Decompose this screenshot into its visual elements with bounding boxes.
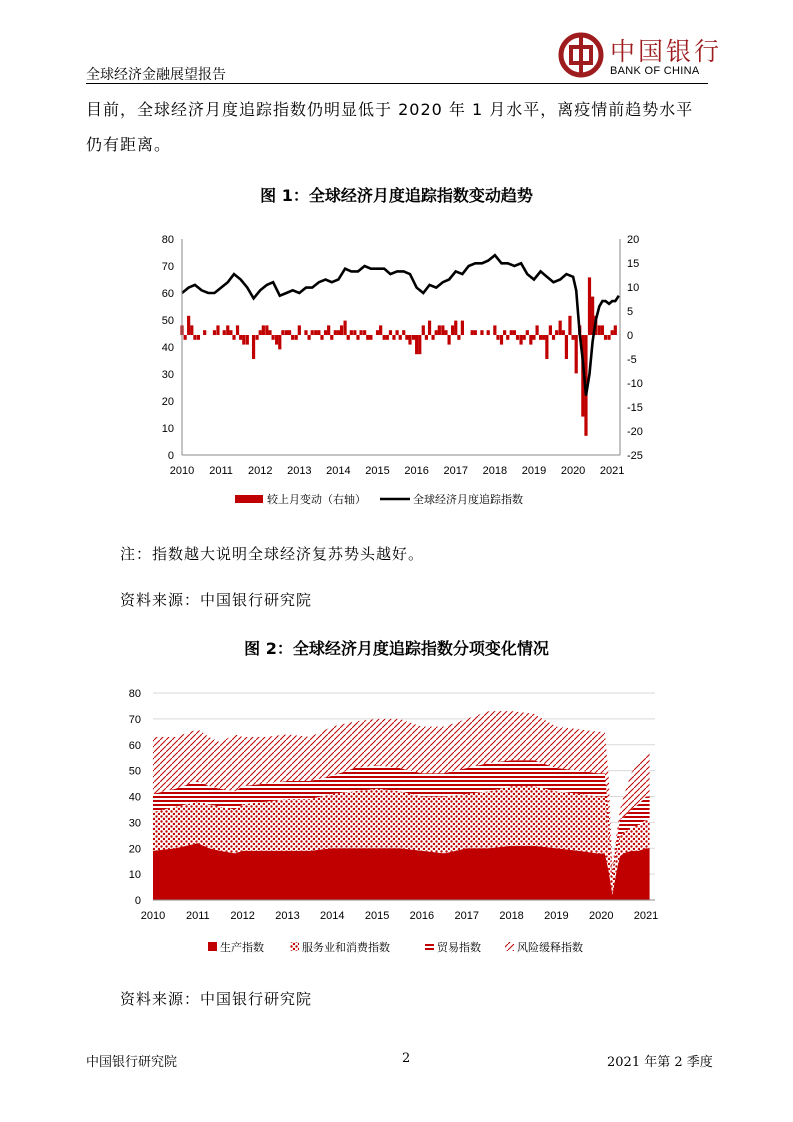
chart1-bar <box>526 330 529 335</box>
chart2-x-tick-label: 2015 <box>364 910 390 922</box>
chart2-x-tick-label: 2019 <box>544 910 569 922</box>
figure2-title: 图 2：全球经济月度追踪指数分项变化情况 <box>244 639 549 658</box>
legend-swatch-bar <box>235 495 263 503</box>
chart1-bar <box>366 335 369 340</box>
chart1-bar <box>412 335 415 340</box>
chart1-bar <box>275 335 278 345</box>
chart1-bar <box>317 330 320 335</box>
body-line-2: 仍有距离。 <box>86 135 172 154</box>
chart1-bar <box>356 335 359 340</box>
footer-right: 2021 年第 2 季度 <box>607 1055 713 1070</box>
chart1-bar <box>415 335 418 354</box>
legend-label-production: 生产指数 <box>220 942 264 954</box>
chart2-x-tick-label: 2017 <box>454 910 479 922</box>
chart1-bar <box>448 335 451 345</box>
chart1-x-tick-label: 2016 <box>404 465 429 477</box>
chart2-x-tick-label: 2014 <box>320 910 345 922</box>
chart1-bar <box>376 330 379 335</box>
chart1-bar <box>402 330 405 335</box>
chart1-bar <box>614 325 617 335</box>
chart1-bar <box>422 325 425 335</box>
chart2-x-tick-label: 2018 <box>499 910 524 922</box>
chart1-right-tick-label: -5 <box>627 354 637 366</box>
header-divider <box>86 83 708 84</box>
chart1-bar <box>601 325 604 335</box>
chart1-bar <box>431 335 434 340</box>
chart2-x-tick-label: 2016 <box>409 910 435 922</box>
chart1-bar <box>399 335 402 340</box>
figure2-source: 资料来源：中国银行研究院 <box>120 990 313 1008</box>
chart1-bar <box>545 335 548 359</box>
chart1-bar <box>392 335 395 340</box>
chart1-bar <box>379 325 382 335</box>
chart1-bar <box>529 335 532 345</box>
chart1-bar <box>552 335 555 340</box>
chart1-bar <box>418 335 421 354</box>
chart1-bar <box>571 335 574 340</box>
chart1-bar <box>350 330 353 335</box>
chart1-right-tick-label: 5 <box>627 306 634 318</box>
chart1-left-tick-label: 50 <box>161 315 174 327</box>
chart1-x-tick-label: 2014 <box>326 465 351 477</box>
chart2-y-tick-label: 10 <box>128 869 141 882</box>
chart1-bar <box>555 330 558 335</box>
chart1-bar <box>425 335 428 340</box>
figure1-source: 资料来源：中国银行研究院 <box>120 591 313 609</box>
chart1-bar <box>369 335 372 340</box>
chart1-bar <box>242 335 245 345</box>
chart1-bar <box>480 330 483 335</box>
legend-swatch-trade <box>425 942 434 951</box>
chart1-bar <box>607 335 610 340</box>
chart1-right-tick-label: 10 <box>627 282 640 294</box>
chart1-bar <box>197 335 200 340</box>
figure2-chart <box>100 680 680 965</box>
chart1-bar <box>223 330 226 335</box>
chart2-y-tick-label: 80 <box>128 688 141 700</box>
chart2-x-tick-label: 2012 <box>230 910 255 922</box>
figure1-chart <box>125 225 645 515</box>
chart1-bar <box>506 335 509 340</box>
chart1-x-tick-label: 2010 <box>169 465 195 477</box>
logo-cn-text: 中国银行 <box>610 37 723 66</box>
chart1-bar <box>281 330 284 335</box>
chart1-bar <box>187 316 190 335</box>
chart1-left-tick-label: 80 <box>161 234 174 246</box>
chart1-x-tick-label: 2012 <box>247 465 273 477</box>
chart1-bar <box>236 325 239 335</box>
chart1-left-tick-label: 20 <box>161 396 174 408</box>
chart1-bar <box>383 335 386 340</box>
chart1-bar <box>562 330 565 335</box>
chart1-bar <box>405 335 408 340</box>
chart1-bar <box>535 325 538 335</box>
chart1-bar <box>213 330 216 335</box>
chart1-x-tick-label: 2021 <box>599 465 625 477</box>
chart1-bar <box>259 330 262 335</box>
chart1-left-tick-label: 30 <box>161 369 174 381</box>
chart1-bar <box>285 330 288 335</box>
chart2-x-tick-label: 2013 <box>275 910 300 922</box>
chart1-x-tick-label: 2020 <box>560 465 586 477</box>
chart1-bar <box>408 335 411 345</box>
chart1-bar <box>438 325 441 335</box>
chart1-x-tick-label: 2019 <box>521 465 547 477</box>
chart1-bar <box>395 330 398 335</box>
chart1-bar <box>307 335 310 340</box>
chart1-bar <box>454 321 457 335</box>
chart1-bar <box>252 335 255 359</box>
chart1-bar <box>461 321 464 335</box>
chart1-left-tick-label: 70 <box>161 261 174 273</box>
chart1-bar <box>474 330 477 335</box>
chart1-bar <box>311 330 314 335</box>
chart1-bar <box>549 325 552 335</box>
legend-label-bar: 较上月变动（右轴） <box>267 494 366 506</box>
chart1-x-tick-label: 2015 <box>365 465 390 477</box>
chart1-x-tick-label: 2013 <box>287 465 312 477</box>
chart1-bar <box>343 321 346 335</box>
chart1-bar <box>363 330 366 335</box>
chart1-bar <box>523 335 526 340</box>
legend-label-trade: 贸易指数 <box>437 942 481 954</box>
chart1-bar <box>304 330 307 335</box>
chart1-bar <box>510 330 513 335</box>
figure1-title: 图 1：全球经济月度追踪指数变动趋势 <box>260 186 533 205</box>
chart1-bar <box>598 325 601 335</box>
chart1-bar <box>360 330 363 335</box>
legend-label-risk: 风险缓释指数 <box>517 942 583 954</box>
chart1-bar <box>451 325 454 335</box>
chart2-y-tick-label: 60 <box>128 739 141 752</box>
chart1-bar <box>337 330 340 335</box>
chart1-bar <box>471 330 474 335</box>
chart1-right-tick-label: -10 <box>627 378 643 390</box>
chart2-y-tick-label: 30 <box>128 817 141 830</box>
logo-en-text: BANK OF CHINA <box>610 65 700 77</box>
chart1-bar <box>330 335 333 340</box>
chart2-y-tick-label: 50 <box>128 765 141 778</box>
chart2-x-tick-label: 2011 <box>185 910 210 922</box>
chart1-bar <box>516 335 519 340</box>
chart1-bar <box>575 335 578 373</box>
chart1-right-tick-label: 0 <box>627 330 634 342</box>
chart1-bar <box>513 330 516 335</box>
legend-swatch-production <box>208 942 217 951</box>
legend-swatch-risk <box>505 942 514 951</box>
chart1-bar <box>324 330 327 335</box>
bank-logo-icon <box>558 32 604 78</box>
chart1-line-series <box>182 255 619 395</box>
chart1-bar <box>487 330 490 335</box>
chart1-right-tick-label: 20 <box>627 234 640 246</box>
chart1-bar <box>239 335 242 340</box>
chart1-bar <box>327 325 330 335</box>
page-number: 2 <box>402 1051 411 1066</box>
chart1-bar <box>389 330 392 335</box>
chart1-bar <box>334 330 337 335</box>
chart1-bar <box>611 330 614 335</box>
chart1-bar <box>246 335 249 345</box>
chart1-bar <box>288 330 291 335</box>
chart1-x-tick-label: 2018 <box>482 465 508 477</box>
body-line-1: 目前，全球经济月度追踪指数仍明显低于 2020 年 1 月水平，离疫情前趋势水平 <box>86 100 694 119</box>
chart1-bar <box>588 277 591 335</box>
chart1-bar <box>278 335 281 349</box>
chart1-bar <box>193 335 196 340</box>
chart2-y-tick-label: 70 <box>128 713 141 726</box>
chart2-x-tick-label: 2021 <box>633 910 659 922</box>
chart1-bar <box>565 335 568 359</box>
chart2-y-tick-label: 0 <box>134 895 141 907</box>
chart1-bar <box>386 335 389 340</box>
chart1-bar <box>539 335 542 340</box>
chart1-bar <box>268 330 271 335</box>
chart1-bar <box>255 335 258 340</box>
chart1-right-tick-label: -25 <box>627 450 643 462</box>
chart1-bar <box>190 325 193 335</box>
chart1-bar <box>295 335 298 340</box>
chart1-bar <box>428 321 431 335</box>
chart1-bar <box>184 335 187 340</box>
footer-left: 中国银行研究院 <box>86 1055 178 1070</box>
chart1-bar <box>353 330 356 335</box>
chart1-bar <box>272 335 275 340</box>
chart1-bar <box>291 335 294 340</box>
figure1-note: 注：指数越大说明全球经济复苏势头越好。 <box>120 545 425 563</box>
chart1-bar <box>347 335 350 340</box>
chart1-left-tick-label: 0 <box>167 450 174 462</box>
chart1-bar <box>314 330 317 335</box>
chart1-x-tick-label: 2011 <box>209 465 233 477</box>
chart1-left-tick-label: 40 <box>161 342 174 354</box>
chart1-bar <box>298 325 301 335</box>
chart1-bar <box>226 325 229 335</box>
chart1-bar <box>265 325 268 335</box>
chart1-bar <box>568 316 571 335</box>
chart1-bar <box>320 335 323 340</box>
chart1-right-tick-label: 15 <box>627 258 640 270</box>
chart2-x-tick-label: 2010 <box>140 910 166 922</box>
chart1-bar <box>441 325 444 335</box>
chart1-bar <box>519 335 522 345</box>
chart1-bar <box>503 330 506 335</box>
report-title: 全球经济金融展望报告 <box>86 67 226 83</box>
chart1-bar <box>262 325 265 335</box>
legend-label-service: 服务业和消费指数 <box>302 942 390 954</box>
chart1-bar <box>457 335 460 340</box>
chart1-bar <box>232 335 235 340</box>
legend-swatch-service <box>290 942 299 951</box>
chart1-bar <box>493 325 496 335</box>
chart1-bar <box>542 335 545 340</box>
chart1-bar <box>340 325 343 335</box>
chart1-right-tick-label: -15 <box>627 402 643 414</box>
chart1-bar <box>532 335 535 340</box>
chart2-x-tick-label: 2020 <box>588 910 614 922</box>
chart2-y-tick-label: 20 <box>128 843 141 856</box>
chart1-left-tick-label: 60 <box>161 288 174 300</box>
chart1-bar <box>444 330 447 335</box>
chart1-right-tick-label: -20 <box>627 426 643 438</box>
chart1-bar <box>435 330 438 335</box>
chart1-bar <box>229 330 232 335</box>
legend-label-line: 全球经济月度追踪指数 <box>413 494 523 506</box>
chart2-y-tick-label: 40 <box>128 791 141 804</box>
chart1-bar <box>500 335 503 345</box>
chart1-bar <box>559 321 562 335</box>
chart1-bar <box>604 335 607 340</box>
chart1-bar <box>216 325 219 335</box>
chart1-bar <box>203 330 206 335</box>
chart1-left-tick-label: 10 <box>161 423 174 435</box>
chart1-bar <box>496 335 499 340</box>
chart1-x-tick-label: 2017 <box>443 465 468 477</box>
